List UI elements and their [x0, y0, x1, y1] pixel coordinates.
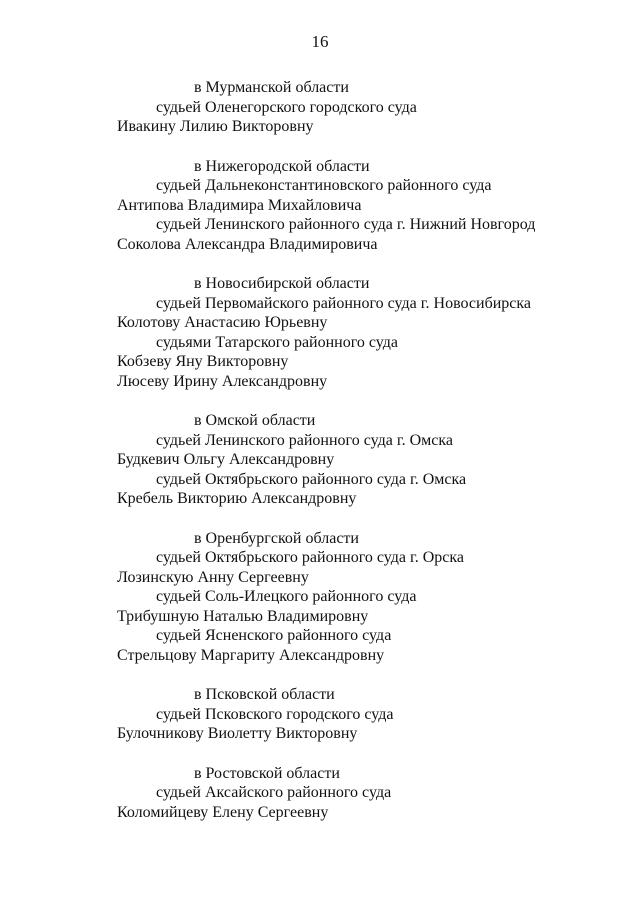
- court-line: судьей Аксайского районного суда: [156, 784, 392, 801]
- person-name: Стрельцову Маргариту Александровну: [117, 646, 385, 664]
- region-heading: в Оренбургской области: [194, 529, 359, 547]
- person-name: Кобзеву Яну Викторовну: [117, 353, 289, 370]
- person-name: Колотову Анастасию Юрьевну: [117, 314, 328, 331]
- region-block-novosibirsk: [117, 274, 617, 391]
- person-name: Антипова Владимира Михайловича: [117, 196, 362, 214]
- court-line: судьей Псковского городского суда: [156, 705, 394, 723]
- person-name: Ивакину Лилию Викторовну: [117, 118, 314, 135]
- person-name: Лозинскую Анну Сергеевну: [117, 568, 309, 586]
- person-name: Будкевич Ольгу Александровну: [117, 451, 335, 468]
- region-block-murmansk: [117, 78, 617, 137]
- person-name: Булочникову Виолетту Викторовну: [117, 725, 358, 742]
- region-heading: в Псковской области: [194, 686, 335, 703]
- court-line: судьей Октябрьского районного суда г. Омска: [156, 470, 467, 488]
- court-line: судьей Ленинского районного суда г. Нижний Новгород: [156, 216, 536, 233]
- court-line: судьей Ленинского районного суда г. Омска: [156, 431, 453, 449]
- region-block-pskov: [117, 685, 617, 744]
- court-line: судьей Оленегорского городского суда: [156, 98, 417, 116]
- person-name: Кребель Викторию Александровну: [117, 490, 357, 507]
- region-block-orenburg: [117, 529, 617, 666]
- person-name: Коломийцеву Елену Сергеевну: [117, 803, 329, 821]
- court-line: судьей Ясненского районного суда: [156, 627, 392, 644]
- region-heading: в Новосибирской области: [194, 275, 370, 292]
- region-heading: в Мурманской области: [194, 79, 349, 96]
- court-line: судьей Октябрьского районного суда г. Орска: [156, 549, 465, 566]
- region-heading: в Ростовской области: [194, 764, 340, 782]
- court-line: судьей Дальнеконстантиновского районного суда: [156, 177, 492, 194]
- person-name: Трибушную Наталью Владимировну: [117, 607, 369, 625]
- region-heading: в Омской области: [194, 412, 316, 429]
- appointments-list: [117, 78, 617, 842]
- person-name: Люсеву Ирину Александровну: [117, 372, 328, 390]
- page-number: 16: [311, 32, 329, 51]
- court-line: судьей Соль-Илецкого районного суда: [156, 588, 417, 605]
- person-name: Соколова Александра Владимировича: [117, 235, 378, 253]
- court-line: судьями Татарского районного суда: [156, 333, 399, 351]
- region-heading: в Нижегородской области: [194, 157, 370, 175]
- region-block-rostov: [117, 764, 617, 823]
- region-block-nizhny-novgorod: [117, 157, 617, 255]
- court-line: судьей Первомайского районного суда г. Новосибирска: [156, 294, 532, 312]
- region-block-omsk: [117, 411, 617, 509]
